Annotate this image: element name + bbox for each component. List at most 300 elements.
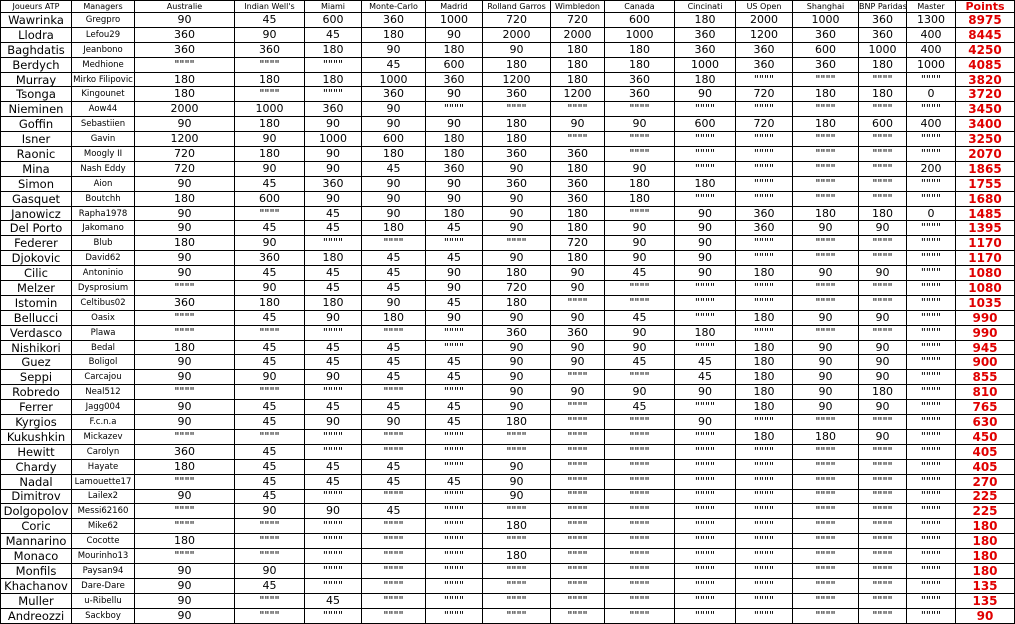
tournament-points-cell: """" — [907, 578, 956, 593]
player-name-cell: Goffin — [1, 117, 72, 132]
tournament-points-cell: 600 — [605, 13, 675, 28]
tournament-points-cell: """" — [907, 549, 956, 564]
tournament-points-cell: """" — [426, 549, 483, 564]
table-row — [1, 608, 1015, 623]
tournament-points-cell: 90 — [305, 147, 362, 162]
tournament-points-cell: """" — [483, 593, 551, 608]
tournament-points-cell: """" — [859, 102, 907, 117]
tournament-points-cell: 1000 — [859, 42, 907, 57]
tournament-points-cell: 90 — [859, 221, 907, 236]
tournament-points-cell: 90 — [305, 310, 362, 325]
tournament-points-cell: 720 — [551, 236, 605, 251]
tournament-points-cell: 90 — [483, 370, 551, 385]
tournament-points-cell: 90 — [605, 385, 675, 400]
manager-name-cell: Nash Eddy — [72, 161, 135, 176]
tournament-points-cell: 90 — [362, 191, 426, 206]
tournament-points-cell: 45 — [235, 415, 305, 430]
tournament-points-cell: 720 — [483, 13, 551, 28]
header-wimbledon: Wimbledon — [551, 1, 605, 13]
tournament-points-cell: 180 — [426, 147, 483, 162]
tournament-points-cell: 45 — [235, 266, 305, 281]
tournament-points-cell: """" — [135, 57, 235, 72]
manager-name-cell: Cocotte — [72, 534, 135, 549]
tournament-points-cell: """" — [675, 400, 736, 415]
tournament-points-cell: 90 — [605, 325, 675, 340]
tournament-points-cell: 180 — [605, 176, 675, 191]
tournament-points-cell: """" — [859, 147, 907, 162]
tournament-points-cell: """" — [551, 102, 605, 117]
manager-name-cell: Bedal — [72, 340, 135, 355]
tournament-points-cell: 180 — [235, 72, 305, 87]
tournament-points-cell: 1200 — [483, 72, 551, 87]
tournament-points-cell: 360 — [362, 87, 426, 102]
tournament-points-cell: 180 — [736, 429, 793, 444]
tournament-points-cell: """" — [793, 191, 859, 206]
header-indian-wells: Indian Well's — [235, 1, 305, 13]
tournament-points-cell: """" — [907, 281, 956, 296]
tournament-points-cell: """" — [305, 444, 362, 459]
tournament-points-cell: """" — [605, 549, 675, 564]
tournament-points-cell: """" — [605, 489, 675, 504]
tournament-points-cell: 90 — [135, 578, 235, 593]
tournament-points-cell: 90 — [426, 281, 483, 296]
points-cell: 3820 — [956, 72, 1015, 87]
tournament-points-cell: """" — [907, 429, 956, 444]
tournament-points-cell: 90 — [551, 385, 605, 400]
points-cell: 225 — [956, 504, 1015, 519]
tournament-points-cell: 360 — [135, 27, 235, 42]
tournament-points-cell: """" — [736, 72, 793, 87]
tournament-points-cell: 45 — [235, 578, 305, 593]
tournament-points-cell: """" — [426, 444, 483, 459]
tournament-points-cell: """" — [305, 489, 362, 504]
player-name-cell: Andreozzi — [1, 608, 72, 623]
tournament-points-cell: """" — [907, 295, 956, 310]
tournament-points-cell: 90 — [675, 87, 736, 102]
player-name-cell: Wawrinka — [1, 13, 72, 28]
tournament-points-cell: """" — [736, 608, 793, 623]
tournament-points-cell: """" — [736, 534, 793, 549]
tournament-points-cell: 90 — [305, 161, 362, 176]
tournament-points-cell: 360 — [135, 42, 235, 57]
tournament-points-cell: """" — [907, 534, 956, 549]
tournament-points-cell: 180 — [483, 549, 551, 564]
tournament-points-cell: """" — [605, 147, 675, 162]
tournament-points-cell: """" — [907, 221, 956, 236]
table-row — [1, 266, 1015, 281]
tournament-points-cell: 90 — [305, 504, 362, 519]
tournament-points-cell: """" — [135, 519, 235, 534]
tournament-points-cell: 90 — [135, 117, 235, 132]
header-managers: Managers — [72, 1, 135, 13]
tournament-points-cell: 90 — [675, 266, 736, 281]
tournament-points-cell: 90 — [362, 42, 426, 57]
tournament-points-cell: 180 — [305, 72, 362, 87]
tournament-points-cell: """" — [551, 415, 605, 430]
tournament-points-cell: """" — [605, 444, 675, 459]
tournament-points-cell: """" — [362, 444, 426, 459]
table-row — [1, 340, 1015, 355]
tournament-points-cell: """" — [305, 534, 362, 549]
tournament-points-cell: 90 — [305, 415, 362, 430]
manager-name-cell: Mirko Filipovic — [72, 72, 135, 87]
tournament-points-cell: 720 — [135, 147, 235, 162]
tournament-points-cell: 720 — [483, 281, 551, 296]
tournament-points-cell: 600 — [362, 132, 426, 147]
tournament-points-cell: 45 — [235, 459, 305, 474]
tournament-points-cell: """" — [426, 325, 483, 340]
tournament-points-cell: """" — [235, 608, 305, 623]
points-cell: 1080 — [956, 281, 1015, 296]
header-cincinati: Cincinati — [675, 1, 736, 13]
tournament-points-cell: 600 — [793, 42, 859, 57]
tournament-points-cell: """" — [793, 504, 859, 519]
tournament-points-cell: """" — [793, 415, 859, 430]
manager-name-cell: Dysprosium — [72, 281, 135, 296]
tournament-points-cell: """" — [362, 608, 426, 623]
tournament-points-cell: 180 — [483, 415, 551, 430]
manager-name-cell: Neal512 — [72, 385, 135, 400]
points-cell: 1395 — [956, 221, 1015, 236]
tournament-points-cell: 45 — [305, 340, 362, 355]
tournament-points-cell: 90 — [426, 176, 483, 191]
tournament-points-cell: 180 — [736, 310, 793, 325]
tournament-points-cell: """" — [907, 310, 956, 325]
manager-name-cell: Carcajou — [72, 370, 135, 385]
tournament-points-cell: """" — [675, 429, 736, 444]
manager-name-cell: Lamouette17 — [72, 474, 135, 489]
tournament-points-cell: """" — [605, 593, 675, 608]
tournament-points-cell: """" — [736, 176, 793, 191]
points-cell: 270 — [956, 474, 1015, 489]
table-row — [1, 325, 1015, 340]
tournament-points-cell: """" — [426, 578, 483, 593]
tournament-points-cell: """" — [736, 549, 793, 564]
tournament-points-cell: 90 — [135, 251, 235, 266]
tournament-points-cell: 180 — [235, 117, 305, 132]
points-cell: 1080 — [956, 266, 1015, 281]
tournament-points-cell: """" — [793, 102, 859, 117]
tournament-points-cell: """" — [551, 444, 605, 459]
tournament-points-cell: """" — [859, 489, 907, 504]
tournament-points-cell: 1000 — [907, 57, 956, 72]
table-row — [1, 429, 1015, 444]
tournament-points-cell: """" — [793, 236, 859, 251]
tournament-points-cell: 400 — [907, 27, 956, 42]
player-name-cell: Janowicz — [1, 206, 72, 221]
player-name-cell: Istomin — [1, 295, 72, 310]
tournament-points-cell: 1200 — [135, 132, 235, 147]
tournament-points-cell: 45 — [235, 310, 305, 325]
tournament-points-cell: """" — [793, 132, 859, 147]
tournament-points-cell: 1300 — [907, 13, 956, 28]
player-name-cell: Isner — [1, 132, 72, 147]
tournament-points-cell: 90 — [675, 251, 736, 266]
tournament-points-cell: """" — [426, 593, 483, 608]
tournament-points-cell: """" — [135, 429, 235, 444]
table-row — [1, 519, 1015, 534]
tournament-points-cell: 360 — [551, 147, 605, 162]
player-name-cell: Djokovic — [1, 251, 72, 266]
tournament-points-cell: """" — [605, 504, 675, 519]
points-cell: 405 — [956, 444, 1015, 459]
tournament-points-cell: """" — [675, 489, 736, 504]
tournament-points-cell: 90 — [135, 608, 235, 623]
tournament-points-cell: """" — [551, 474, 605, 489]
tournament-points-cell: 1000 — [793, 13, 859, 28]
tournament-points-cell: 90 — [135, 400, 235, 415]
tournament-points-cell: 180 — [135, 459, 235, 474]
tournament-points-cell: """" — [305, 429, 362, 444]
player-name-cell: Simon — [1, 176, 72, 191]
tournament-points-cell: """" — [793, 519, 859, 534]
manager-name-cell: Aion — [72, 176, 135, 191]
tournament-points-cell: """" — [426, 608, 483, 623]
tournament-points-cell: 90 — [793, 266, 859, 281]
player-name-cell: Dimitrov — [1, 489, 72, 504]
table-row — [1, 370, 1015, 385]
tournament-points-cell: 45 — [362, 340, 426, 355]
tournament-points-cell: """" — [907, 593, 956, 608]
manager-name-cell: Boligol — [72, 355, 135, 370]
tournament-points-cell: 360 — [551, 325, 605, 340]
table-row — [1, 176, 1015, 191]
tournament-points-cell: """" — [907, 444, 956, 459]
player-name-cell: Monfils — [1, 563, 72, 578]
tournament-points-cell: """" — [736, 132, 793, 147]
tournament-points-cell: 90 — [675, 415, 736, 430]
tournament-points-cell: 90 — [135, 415, 235, 430]
table-row — [1, 593, 1015, 608]
table-row — [1, 117, 1015, 132]
tournament-points-cell: 90 — [605, 236, 675, 251]
tournament-points-cell: 180 — [305, 295, 362, 310]
tournament-points-cell: 90 — [793, 340, 859, 355]
tournament-points-cell: """" — [907, 400, 956, 415]
tournament-points-cell: """" — [362, 534, 426, 549]
header-master: Master — [907, 1, 956, 13]
tournament-points-cell: """" — [736, 325, 793, 340]
tournament-points-cell: """" — [675, 340, 736, 355]
tournament-points-cell: """" — [907, 415, 956, 430]
tournament-points-cell: """" — [675, 161, 736, 176]
tournament-points-cell: 45 — [362, 251, 426, 266]
tournament-points-cell: 180 — [483, 57, 551, 72]
tournament-points-cell: """" — [675, 608, 736, 623]
tournament-points-cell: """" — [235, 429, 305, 444]
tournament-points-cell: """" — [605, 608, 675, 623]
tournament-points-cell: 180 — [551, 42, 605, 57]
tournament-points-cell: 180 — [793, 117, 859, 132]
tournament-points-cell: """" — [793, 251, 859, 266]
tournament-points-cell: 720 — [736, 87, 793, 102]
tournament-points-cell: 45 — [362, 504, 426, 519]
header-bnp-paribas: BNP Paridas — [859, 1, 907, 11]
tournament-points-cell: 180 — [675, 325, 736, 340]
table-row — [1, 474, 1015, 489]
tournament-points-cell: 45 — [305, 459, 362, 474]
tournament-points-cell: 360 — [362, 13, 426, 28]
player-name-cell: Berdych — [1, 57, 72, 72]
tournament-points-cell: """" — [907, 325, 956, 340]
tournament-points-cell: """" — [907, 385, 956, 400]
table-row — [1, 534, 1015, 549]
tournament-points-cell: 180 — [426, 42, 483, 57]
tournament-points-cell: 180 — [305, 42, 362, 57]
tournament-points-cell: 90 — [235, 563, 305, 578]
tournament-points-cell: 90 — [426, 117, 483, 132]
tournament-points-cell: """" — [305, 236, 362, 251]
tournament-points-cell: """" — [362, 429, 426, 444]
player-name-cell: Mannarino — [1, 534, 72, 549]
tournament-points-cell: """" — [907, 236, 956, 251]
tournament-points-cell: 180 — [736, 266, 793, 281]
tournament-points-cell: """" — [859, 444, 907, 459]
tournament-points-cell: 45 — [305, 27, 362, 42]
points-cell: 990 — [956, 310, 1015, 325]
tournament-points-cell: 90 — [426, 310, 483, 325]
tournament-points-cell: 90 — [793, 221, 859, 236]
manager-name-cell: Blub — [72, 236, 135, 251]
tournament-points-cell: 90 — [305, 370, 362, 385]
tournament-points-cell: """" — [907, 251, 956, 266]
points-cell: 4250 — [956, 42, 1015, 57]
tournament-points-cell: 90 — [483, 206, 551, 221]
tournament-points-cell: 90 — [859, 370, 907, 385]
tournament-points-cell: 720 — [736, 117, 793, 132]
tournament-points-cell: """" — [736, 444, 793, 459]
tournament-points-cell: """" — [736, 191, 793, 206]
tournament-points-cell: """" — [675, 295, 736, 310]
tournament-points-cell: 400 — [907, 117, 956, 132]
table-row — [1, 459, 1015, 474]
tournament-points-cell: """" — [859, 459, 907, 474]
tournament-points-cell: """" — [793, 444, 859, 459]
table-body — [1, 13, 1015, 624]
tournament-points-cell: 180 — [235, 147, 305, 162]
tournament-points-cell: """" — [605, 415, 675, 430]
tournament-points-cell: """" — [859, 474, 907, 489]
player-name-cell: Kyrgios — [1, 415, 72, 430]
header-points: Points — [956, 1, 1015, 13]
tournament-points-cell: 90 — [793, 355, 859, 370]
tournament-points-cell: 90 — [135, 593, 235, 608]
tournament-points-cell: """" — [305, 519, 362, 534]
table-row — [1, 295, 1015, 310]
tournament-points-cell: """" — [305, 385, 362, 400]
tournament-points-cell: """" — [675, 474, 736, 489]
manager-name-cell: Oasix — [72, 310, 135, 325]
tournament-points-cell: 720 — [135, 161, 235, 176]
tournament-points-cell: """" — [793, 593, 859, 608]
manager-name-cell: Sackboy — [72, 608, 135, 623]
table-row — [1, 191, 1015, 206]
tournament-points-cell: """" — [235, 87, 305, 102]
tournament-points-cell: """" — [605, 132, 675, 147]
tournament-points-cell: """" — [362, 489, 426, 504]
tournament-points-cell: 2000 — [483, 27, 551, 42]
tournament-points-cell: """" — [305, 608, 362, 623]
tournament-points-cell: """" — [907, 340, 956, 355]
table-row — [1, 13, 1015, 28]
tournament-points-cell: 90 — [859, 429, 907, 444]
tournament-points-cell: """" — [675, 459, 736, 474]
tournament-points-cell: 90 — [551, 355, 605, 370]
player-name-cell: Robredo — [1, 385, 72, 400]
tournament-points-cell: """" — [305, 578, 362, 593]
tournament-points-cell: """" — [235, 519, 305, 534]
tournament-points-cell: 2000 — [551, 27, 605, 42]
tournament-points-cell: 180 — [859, 385, 907, 400]
tournament-points-cell: 45 — [235, 355, 305, 370]
tournament-points-cell: """" — [907, 608, 956, 623]
tournament-points-cell: 360 — [235, 42, 305, 57]
tournament-points-cell: 90 — [605, 221, 675, 236]
tournament-points-cell: """" — [305, 325, 362, 340]
tournament-points-cell: """" — [859, 236, 907, 251]
tournament-points-cell: """" — [551, 519, 605, 534]
manager-name-cell: Lailex2 — [72, 489, 135, 504]
points-cell: 630 — [956, 415, 1015, 430]
tournament-points-cell: 360 — [736, 221, 793, 236]
tournament-points-cell: """" — [605, 206, 675, 221]
tournament-points-cell: 180 — [483, 295, 551, 310]
tournament-points-cell: 45 — [426, 415, 483, 430]
table-row — [1, 236, 1015, 251]
tournament-points-cell: """" — [736, 504, 793, 519]
tournament-points-cell: """" — [736, 489, 793, 504]
tournament-points-cell: 45 — [605, 400, 675, 415]
tournament-points-cell: 360 — [426, 161, 483, 176]
table-row — [1, 206, 1015, 221]
tournament-points-cell: """" — [736, 251, 793, 266]
tournament-points-cell: 45 — [362, 281, 426, 296]
tournament-points-cell: """" — [793, 161, 859, 176]
tournament-points-cell: 45 — [235, 13, 305, 28]
tournament-points-cell: 45 — [235, 221, 305, 236]
tournament-points-cell: 45 — [426, 400, 483, 415]
table-row — [1, 400, 1015, 415]
player-name-cell: Monaco — [1, 549, 72, 564]
tournament-points-cell: 90 — [235, 370, 305, 385]
tournament-points-cell: 360 — [551, 176, 605, 191]
tournament-points-cell: 180 — [135, 87, 235, 102]
points-cell: 990 — [956, 325, 1015, 340]
tournament-points-cell: 180 — [736, 400, 793, 415]
table-row — [1, 251, 1015, 266]
points-cell: 180 — [956, 563, 1015, 578]
table-row — [1, 57, 1015, 72]
manager-name-cell: Hayate — [72, 459, 135, 474]
tournament-points-cell: 90 — [135, 266, 235, 281]
points-cell: 810 — [956, 385, 1015, 400]
player-name-cell: Mina — [1, 161, 72, 176]
tournament-points-cell: 360 — [426, 72, 483, 87]
table-row — [1, 578, 1015, 593]
tournament-points-cell: 45 — [362, 161, 426, 176]
points-cell: 450 — [956, 429, 1015, 444]
tournament-points-cell: 45 — [235, 474, 305, 489]
tournament-points-cell: """" — [675, 132, 736, 147]
tournament-points-cell: """" — [675, 444, 736, 459]
tournament-points-cell: 180 — [135, 191, 235, 206]
tournament-points-cell: 90 — [135, 176, 235, 191]
tournament-points-cell: """" — [551, 459, 605, 474]
tournament-points-cell: """" — [551, 608, 605, 623]
tournament-points-cell: 90 — [483, 42, 551, 57]
tournament-points-cell: """" — [305, 57, 362, 72]
tournament-points-cell: 90 — [235, 236, 305, 251]
